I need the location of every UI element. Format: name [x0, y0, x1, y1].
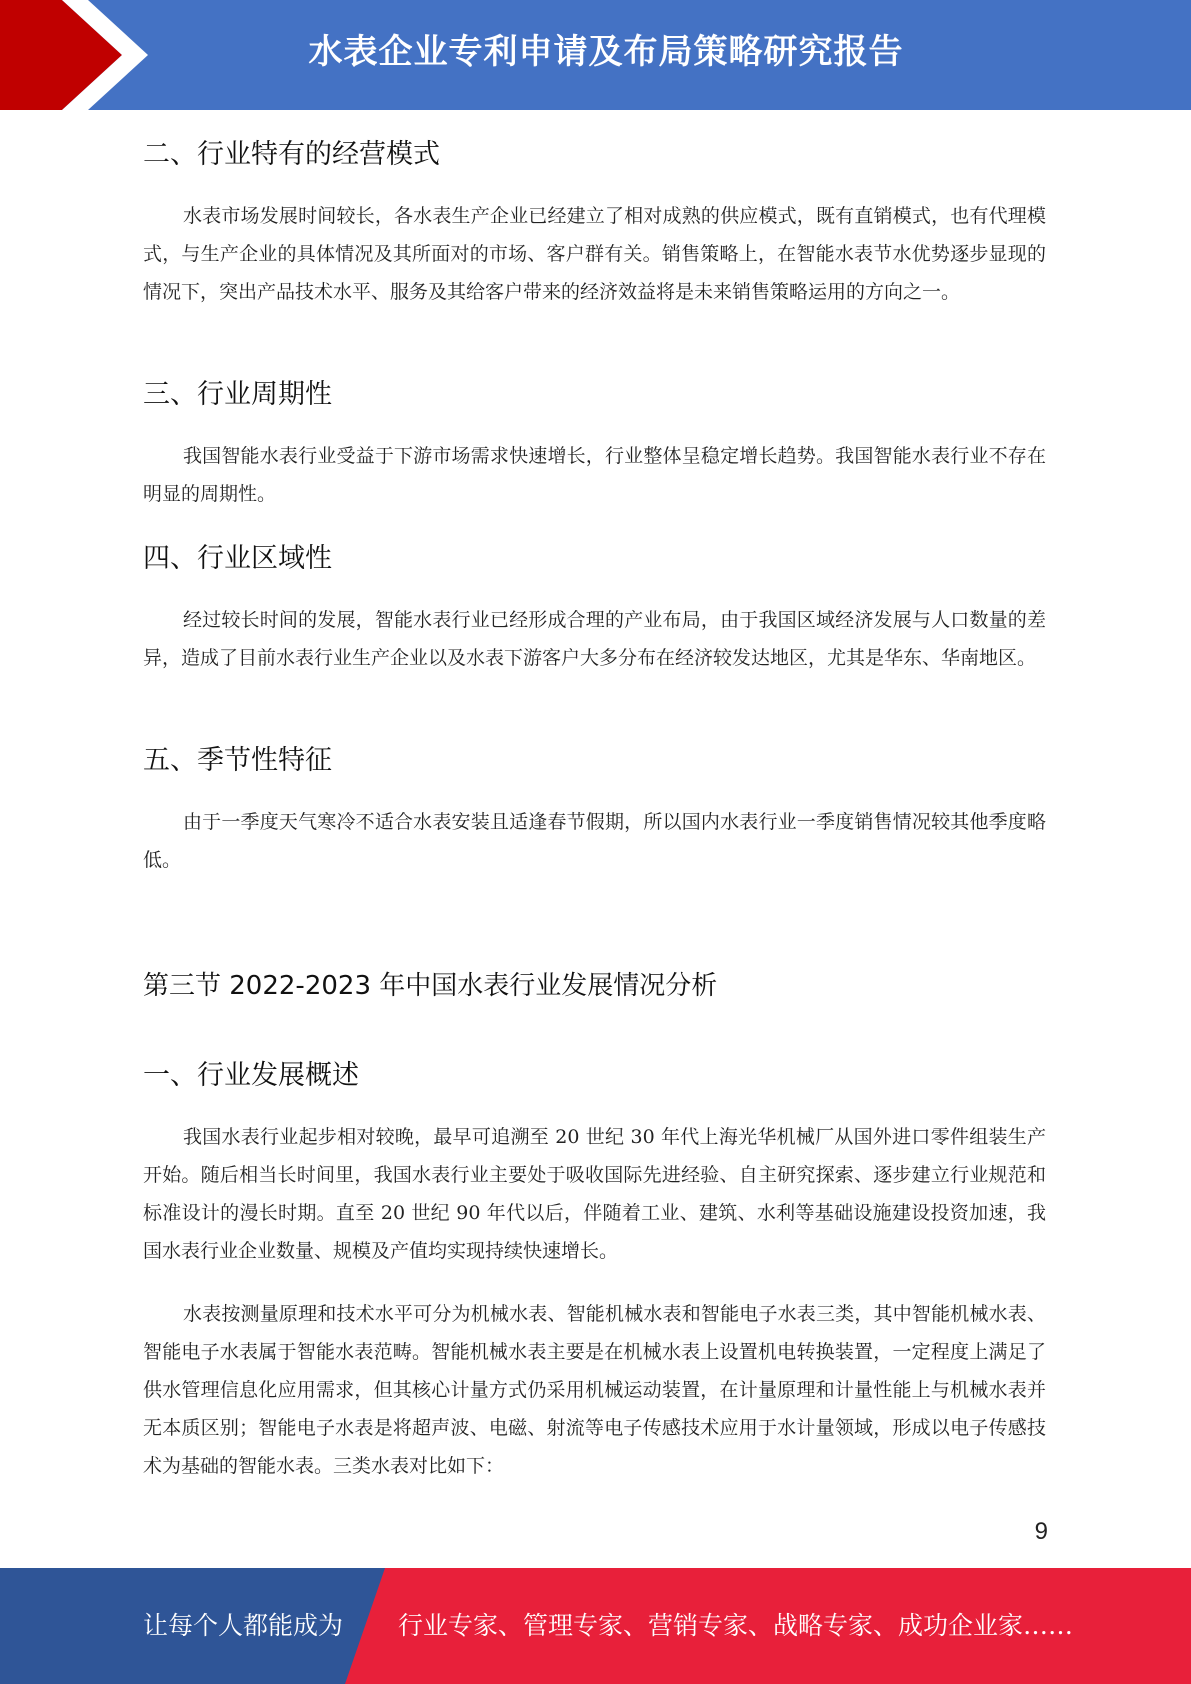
- paragraph: 我国智能水表行业受益于下游市场需求快速增长，行业整体呈稳定增长趋势。我国智能水表行业不存在明显的周期性。: [143, 445, 1046, 505]
- page-footer: [0, 1568, 1191, 1684]
- chapter-section-title: 第三节 2022-2023 年中国水表行业发展情况分析: [143, 971, 718, 1001]
- section-heading: 一、行业发展概述: [143, 1060, 359, 1091]
- page-number: 9: [1034, 1518, 1048, 1545]
- paragraph: 经过较长时间的发展，智能水表行业已经形成合理的产业布局，由于我国区域经济发展与人口数量的差异，造成了目前水表行业生产企业以及水表下游客户大多分布在经济较发达地区，尤其是华东、华南地区。: [143, 609, 1046, 669]
- section-heading: 四、行业区域性: [143, 543, 332, 574]
- page-header: [0, 0, 1191, 110]
- report-title: 水表企业专利申请及布局策略研究报告: [308, 32, 904, 72]
- section-heading: 五、季节性特征: [143, 745, 332, 776]
- section-heading: 二、行业特有的经营模式: [143, 139, 440, 170]
- section-heading: 三、行业周期性: [143, 379, 332, 410]
- paragraph: 水表按测量原理和技术水平可分为机械水表、智能机械水表和智能电子水表三类，其中智能机械水表、智能电子水表属于智能水表范畴。智能机械水表主要是在机械水表上设置机电转换装置，一定程度上满足了供水管理信息化应用需求，但其核心计量方式仍采用机械运动装置，在计量原理和计量性能上与机械水表并无本质区别；智能电子水表是将超声波、电磁、射流等电子传感技术应用于水计量领域，形成以电子传感技术为基础的智能水表。三类水表对比如下：: [143, 1303, 1046, 1477]
- paragraph: 我国水表行业起步相对较晚，最早可追溯至 20 世纪 30 年代上海光华机械厂从国外进口零件组装生产开始。随后相当长时间里，我国水表行业主要处于吸收国际先进经验、自主研究探索、逐步建立行业规范和标准设计的漫长时期。直至 20 世纪 90 年代以后，伴随着工业、建筑、水利等基础设施建设投资加速，我国水表行业企业数量、规模及产值均实现持续快速增长。: [143, 1126, 1046, 1262]
- footer-slogan-right: 行业专家、管理专家、营销专家、战略专家、成功企业家……: [398, 1611, 1074, 1640]
- paragraph: 水表市场发展时间较长，各水表生产企业已经建立了相对成熟的供应模式，既有直销模式，也有代理模式，与生产企业的具体情况及其所面对的市场、客户群有关。销售策略上，在智能水表节水优势逐步显现的情况下，突出产品技术水平、服务及其给客户带来的经济效益将是未来销售策略运用的方向之一。: [143, 205, 1046, 303]
- paragraph: 由于一季度天气寒冷不适合水表安装且适逢春节假期，所以国内水表行业一季度销售情况较其他季度略低。: [143, 811, 1046, 871]
- footer-slogan-left: 让每个人都能成为: [143, 1611, 344, 1640]
